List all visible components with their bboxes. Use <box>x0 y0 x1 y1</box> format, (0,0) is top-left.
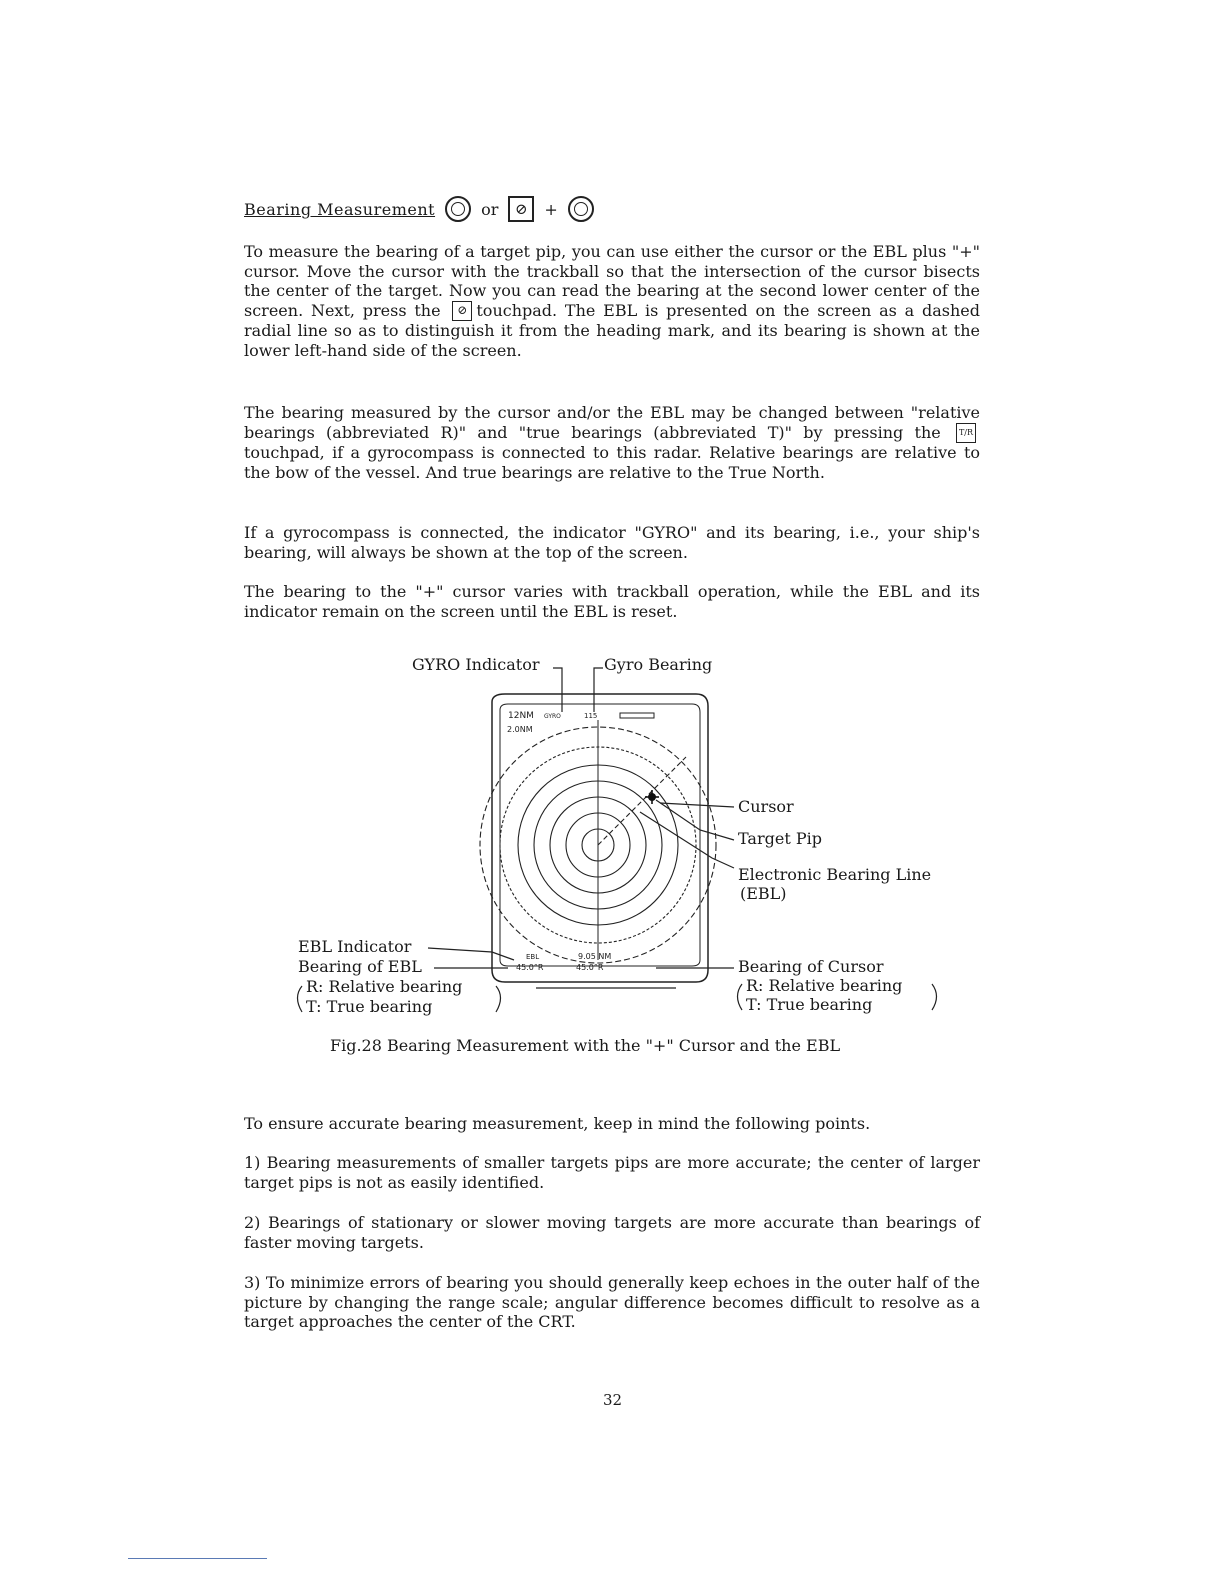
label-bearing-of-cursor: Bearing of Cursor <box>738 957 884 976</box>
bracket-right-close <box>932 984 937 1010</box>
label-relative-bearing-left: R: Relative bearing <box>306 977 463 996</box>
screen-ebl-value: 45.0°R <box>516 963 544 972</box>
ebl-leader <box>640 812 734 868</box>
plus-text: + <box>544 199 558 219</box>
paragraph-1-start: To measure the bearing of a target pip, you can use either the cursor or the EBL plus "+" cursor. Move the cursor with the trackball so that the intersection of the cursor bisects the center of the target. Now you can read the bearing at the second lower center of the screen. Next, press the <box>244 242 980 320</box>
label-cursor: Cursor <box>738 797 794 816</box>
display-inner-frame <box>500 704 700 966</box>
label-gyro-indicator: GYRO Indicator <box>412 655 540 674</box>
label-gyro-bearing: Gyro Bearing <box>604 655 713 674</box>
or-text: or <box>481 199 499 219</box>
ebl-indicator-leader <box>428 948 514 960</box>
label-ebl: Electronic Bearing Line <box>738 865 932 884</box>
cursor-plus <box>645 790 659 804</box>
list-item-3: 3) To minimize errors of bearing you should generally keep echoes in the outer half of the picture by changing the range scale; angular difference becomes difficult to resolve as a target approaches the center of the CRT. <box>244 1273 980 1331</box>
gyro-bar <box>620 713 654 718</box>
label-true-bearing-left: T: True bearing <box>306 997 433 1016</box>
gyro-indicator-leader <box>553 668 562 712</box>
bracket-left-close <box>496 986 501 1012</box>
screen-gyro-label: GYRO <box>544 713 561 720</box>
gyro-bearing-leader <box>594 668 603 712</box>
true-rel-touchpad-icon: T/R <box>956 423 976 443</box>
paragraph-4: The bearing to the "+" cursor varies with trackball operation, while the EBL and its indicator remain on the screen until the EBL is reset. <box>244 582 980 621</box>
ebl-touchpad-icon: ⊘ <box>452 301 472 321</box>
screen-cursor-range: 9.05 NM <box>578 952 612 961</box>
label-relative-bearing-right: R: Relative bearing <box>746 976 903 995</box>
bracket-right-open <box>738 984 743 1010</box>
screen-range: 12NM <box>508 711 534 721</box>
screen-cursor-bearing: 45.0°R <box>576 963 604 972</box>
label-ebl-abbrev: (EBL) <box>740 884 787 903</box>
paragraph-1-end: touchpad. The EBL is presented on the screen as a dashed radial line so as to distinguish it from the heading mark, and its bearing is shown at the lower left-hand side of the screen. <box>244 300 980 360</box>
display-outer-frame <box>492 694 708 982</box>
label-true-bearing-right: T: True bearing <box>746 995 873 1014</box>
cursor-leader <box>660 803 734 807</box>
section-title: Bearing Measurement <box>244 199 436 219</box>
list-item-1: 1) Bearing measurements of smaller targets pips are more accurate; the center of larger target pips is not as easily identified. <box>244 1153 980 1192</box>
screen-ring-interval: 2.0NM <box>507 725 533 734</box>
screen-gyro-value: 115 <box>584 712 598 720</box>
ebl-key-icon: ⊘ <box>508 196 534 222</box>
label-bearing-of-ebl: Bearing of EBL <box>298 957 422 976</box>
footer-rule <box>128 1558 267 1559</box>
label-ebl-indicator: EBL Indicator <box>298 937 412 956</box>
paragraph-2-start: The bearing measured by the cursor and/or the EBL may be changed between "relative bearings (abbreviated R)" and "true bearings (abbreviated T)" by pressing the <box>244 403 980 442</box>
list-item-2: 2) Bearings of stationary or slower moving targets are more accurate than bearings of faster moving targets. <box>244 1213 980 1252</box>
figure-caption: Fig.28 Bearing Measurement with the "+" Cursor and the EBL <box>330 1036 841 1055</box>
paragraph-5: To ensure accurate bearing measurement, keep in mind the following points. <box>244 1114 871 1133</box>
bracket-left-open <box>298 986 303 1012</box>
electronic-bearing-line <box>598 757 686 845</box>
screen-ebl-label: EBL <box>526 953 540 961</box>
page-number: 32 <box>603 1391 623 1409</box>
paragraph-2-end: touchpad, if a gyrocompass is connected to this radar. Relative bearings are relative to the bow of the vessel. And true bearings are relative to the True North. <box>244 443 980 482</box>
label-target-pip: Target Pip <box>738 829 822 848</box>
paragraph-3: If a gyrocompass is connected, the indicator "GYRO" and its bearing, i.e., your ship's bearing, will always be shown at the top of the screen. <box>244 523 980 562</box>
